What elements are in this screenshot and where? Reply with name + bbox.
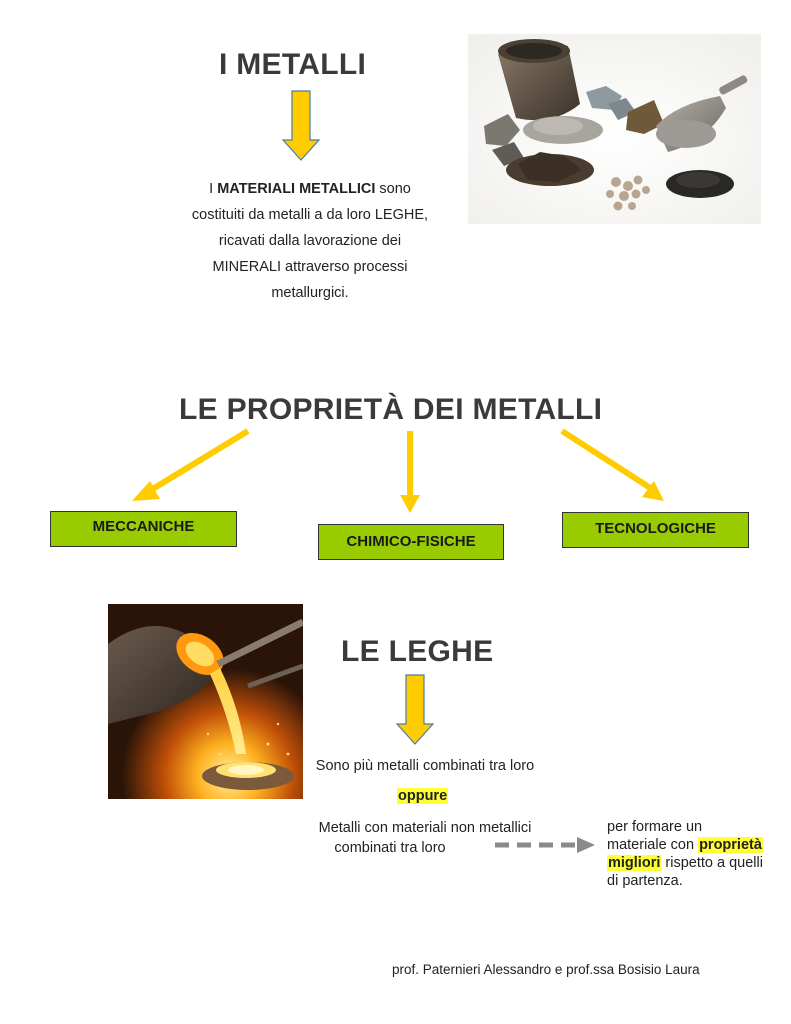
branch-arrows <box>120 425 680 517</box>
box-chimico-fisiche: CHIMICO-FISICHE <box>318 524 504 560</box>
arrow-left-icon <box>132 431 248 501</box>
leghe-line2: Metalli con materiali non metallici combinati tra loro <box>318 820 532 856</box>
metalli-description: I MATERIALI METALLICI sono costituiti da metalli a da loro LEGHE, ricavati dalla lavorazione dei MINERALI attraverso processi metallurgici. <box>191 181 429 301</box>
footer-credits: prof. Paternieri Alessandro e prof.ssa Bosisio Laura <box>392 962 700 977</box>
title-proprieta: LE PROPRIETÀ DEI METALLI <box>179 393 603 426</box>
arrow-center-icon <box>400 431 420 513</box>
box-meccaniche: MECCANICHE <box>50 511 237 547</box>
down-arrow-icon <box>282 90 320 162</box>
title-leghe: LE LEGHE <box>341 635 494 668</box>
molten-metal-photo <box>108 604 303 799</box>
metals-photo <box>468 34 761 224</box>
oppure-label: oppure <box>398 788 448 804</box>
arrow-right-icon <box>562 431 664 501</box>
title-metalli: I METALLI <box>219 48 367 81</box>
down-arrow-icon <box>396 674 434 746</box>
leghe-line1: Sono più metalli combinati tra loro <box>315 758 535 774</box>
box-tecnologiche: TECNOLOGICHE <box>562 512 749 548</box>
dashed-right-arrow-icon <box>493 836 597 854</box>
leghe-side-note: per formare un materiale con proprietà migliori rispetto a quelli di partenza. <box>607 819 763 889</box>
